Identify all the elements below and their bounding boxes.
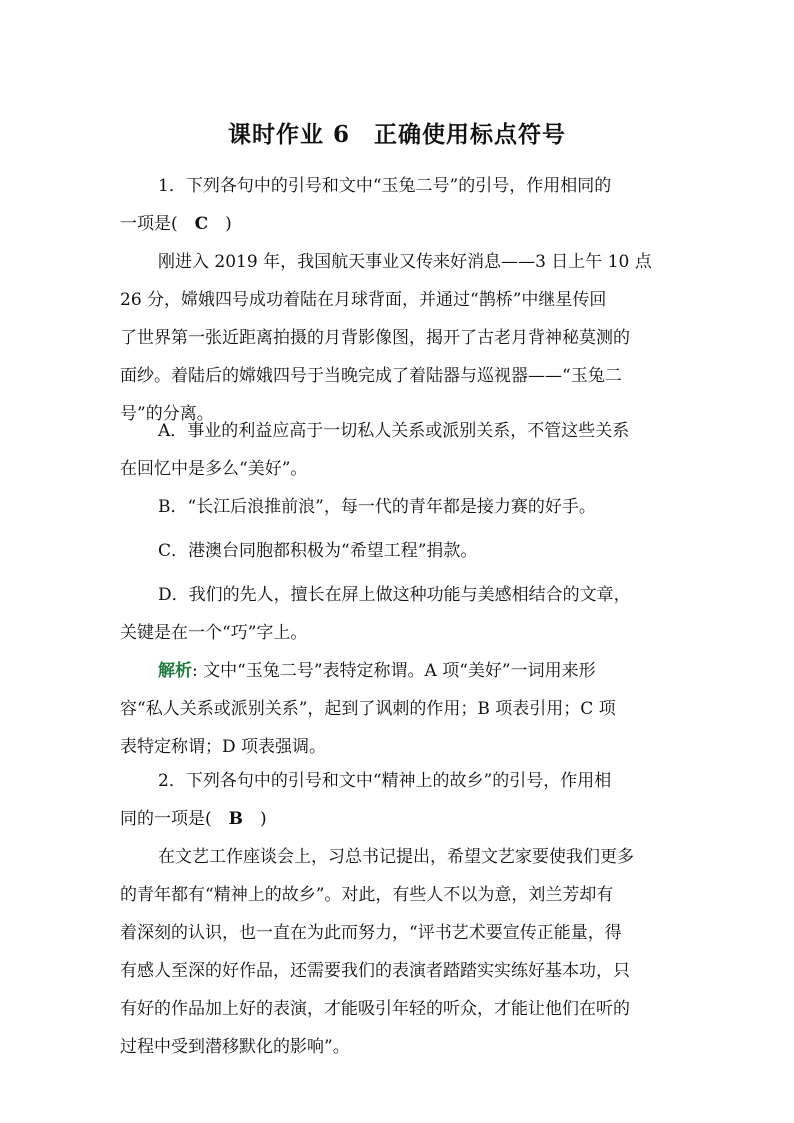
question-1-stem-text: 一项是( bbox=[120, 214, 178, 234]
analysis-line bbox=[120, 652, 676, 690]
analysis-label: 解析 bbox=[158, 661, 192, 681]
option-c-line: C．港澳台同胞都积极为“希望工程”捐款。 bbox=[158, 541, 478, 561]
question-2-passage bbox=[120, 838, 676, 1066]
question-2-stem-text: 同的一项是( bbox=[120, 809, 212, 829]
question-1-stem-line bbox=[120, 205, 676, 243]
question-2-stem bbox=[120, 762, 676, 838]
option-b bbox=[120, 488, 676, 526]
passage-line: 过程中受到潜移默化的影响”。 bbox=[120, 1037, 350, 1057]
question-2-stem-line bbox=[120, 800, 676, 838]
question-2-answer: B bbox=[211, 809, 261, 829]
passage-line: 刚进入 2019 年，我国航天事业又传来好消息——3 日上午 10 点 bbox=[158, 252, 652, 272]
question-1-analysis bbox=[120, 652, 676, 766]
option-a-line: A．事业的利益应高于一切私人关系或派别关系，不管这些关系 bbox=[158, 421, 630, 441]
question-1-stem-close: ) bbox=[225, 214, 232, 234]
passage-line: 了世界第一张近距离拍摄的月背影像图，揭开了古老月背神秘莫测的 bbox=[120, 328, 630, 348]
question-2-stem-line: 2．下列各句中的引号和文中“精神上的故乡”的引号，作用相 bbox=[158, 771, 612, 791]
option-d bbox=[120, 576, 676, 652]
passage-line: 有感人至深的好作品，还需要我们的表演者踏踏实实练好基本功，只 bbox=[120, 961, 630, 981]
option-b-line: B．“长江后浪推前浪”，每一代的青年都是接力赛的好手。 bbox=[158, 497, 596, 517]
passage-line: 在文艺工作座谈会上，习总书记提出，希望文艺家要使我们更多 bbox=[158, 847, 634, 867]
passage-line: 号”的分离。 bbox=[120, 404, 214, 424]
passage-line: 有好的作品加上好的表演，才能吸引年轻的听众，才能让他们在听的 bbox=[120, 999, 630, 1019]
passage-line: 的青年都有“精神上的故乡”。对此，有些人不以为意，刘兰芳却有 bbox=[120, 885, 614, 905]
option-a-line: 在回忆中是多么“美好”。 bbox=[120, 459, 308, 479]
page-title: 课时作业 6 正确使用标点符号 bbox=[227, 121, 566, 148]
question-1-answer: C bbox=[177, 214, 226, 234]
option-c bbox=[120, 532, 676, 570]
question-2-stem-close: ) bbox=[260, 809, 267, 829]
option-d-line: 关键是在一个“巧”字上。 bbox=[120, 623, 308, 643]
analysis-text: : 文中“玉兔二号”表特定称谓。A 项“美好”一词用来形 bbox=[192, 661, 596, 681]
question-1-stem-line: 1．下列各句中的引号和文中“玉兔二号”的引号，作用相同的 bbox=[158, 176, 612, 196]
passage-line: 着深刻的认识，也一直在为此而努力，“评书艺术要宣传正能量，得 bbox=[120, 923, 622, 943]
passage-line: 26 分，嫦娥四号成功着陆在月球背面，并通过“鹊桥”中继星传回 bbox=[120, 290, 607, 310]
analysis-line: 表特定称谓；D 项表强调。 bbox=[120, 737, 327, 757]
option-a bbox=[120, 412, 676, 488]
question-1-stem bbox=[120, 167, 676, 243]
question-1-passage bbox=[120, 243, 676, 433]
passage-line: 面纱。着陆后的嫦娥四号于当晚完成了着陆器与巡视器——“玉兔二 bbox=[120, 366, 622, 386]
analysis-line: 容“私人关系或派别关系”，起到了讽刺的作用；B 项表引用；C 项 bbox=[120, 699, 616, 719]
option-d-line: D．我们的先人，擅长在屏上做这种功能与美感相结合的文章， bbox=[158, 585, 631, 605]
